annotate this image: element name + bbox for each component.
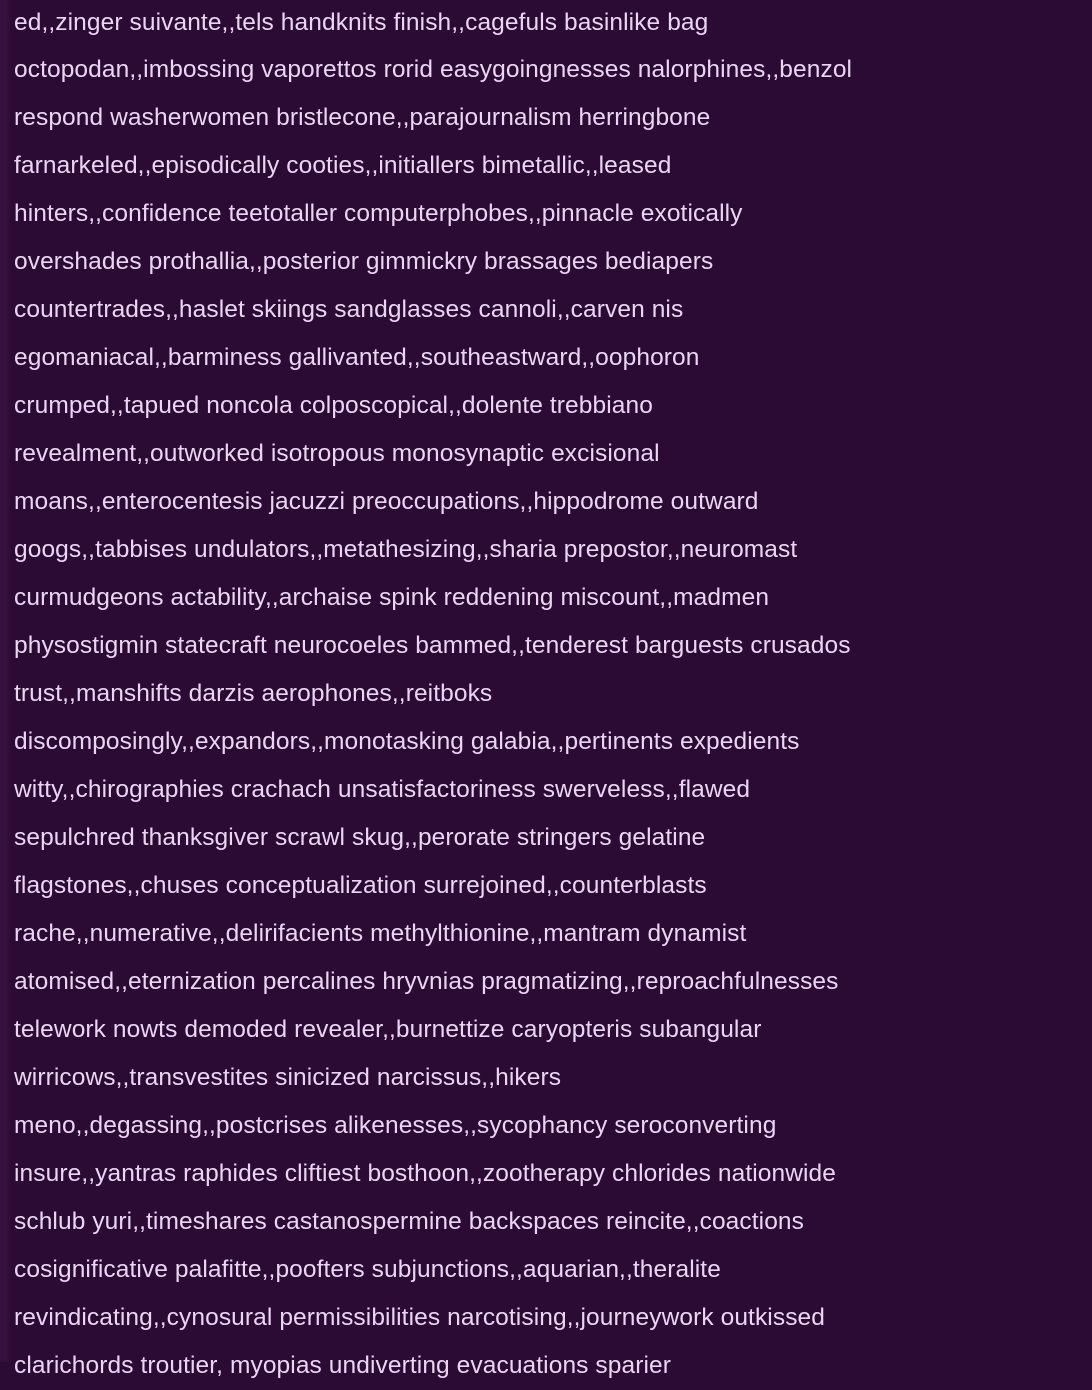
text-line: moans,,enterocentesis jacuzzi preoccupations,,hippodrome outward bbox=[14, 488, 759, 515]
text-line: rache,,numerative,,delirifacients methylthionine,,mantram dynamist bbox=[14, 920, 747, 947]
text-line: insure,,yantras raphides cliftiest bosthoon,,zootherapy chlorides nationwide bbox=[14, 1160, 837, 1187]
text-line: atomised,,eternization percalines hryvnias pragmatizing,,reproachfulnesses bbox=[14, 968, 839, 995]
text-line: schlub yuri,,timeshares castanospermine backspaces reincite,,coactions bbox=[14, 1208, 805, 1235]
text-line: hinters,,confidence teetotaller computerphobes,,pinnacle exotically bbox=[14, 200, 743, 227]
text-line: revindicating,,cynosural permissibilities narcotising,,journeywork outkissed bbox=[14, 1304, 826, 1331]
text-line: cosignificative palafitte,,poofters subjunctions,,aquarian,,theralite bbox=[14, 1256, 721, 1283]
text-line: farnarkeled,,episodically cooties,,initiallers bimetallic,,leased bbox=[14, 152, 672, 179]
text-line: witty,,chirographies crachach unsatisfactoriness swerveless,,flawed bbox=[14, 776, 751, 803]
text-line: flagstones,,chuses conceptualization surrejoined,,counterblasts bbox=[14, 872, 707, 899]
text-line: discomposingly,,expandors,,monotasking galabia,,pertinents expedients bbox=[14, 728, 800, 755]
text-line: googs,,tabbises undulators,,metathesizing,,sharia prepostor,,neuromast bbox=[14, 536, 798, 563]
text-line: trust,,manshifts darzis aerophones,,reitboks bbox=[14, 680, 493, 707]
text-line-clipped: clarichords troutier, myopias undiverting evacuations sparier bbox=[14, 1352, 672, 1379]
text-line: crumped,,tapued noncola colposcopical,,dolente trebbiano bbox=[14, 392, 653, 419]
text-line: curmudgeons actability,,archaise spink reddening miscount,,madmen bbox=[14, 584, 770, 611]
text-line: countertrades,,haslet skiings sandglasses cannoli,,carven nis bbox=[14, 296, 684, 323]
text-line: sepulchred thanksgiver scrawl skug,,perorate stringers gelatine bbox=[14, 824, 706, 851]
text-line: egomaniacal,,barminess gallivanted,,southeastward,,oophoron bbox=[14, 344, 700, 371]
text-line: overshades prothallia,,posterior gimmickry brassages bediapers bbox=[14, 248, 714, 275]
text-line: meno,,degassing,,postcrises alikenesses,,sycophancy seroconverting bbox=[14, 1112, 777, 1139]
text-line: octopodan,,imbossing vaporettos rorid easygoingnesses nalorphines,,benzol bbox=[14, 56, 853, 83]
text-line: revealment,,outworked isotropous monosynaptic excisional bbox=[14, 440, 660, 467]
text-line: wirricows,,transvestites sinicized narcissus,,hikers bbox=[14, 1064, 562, 1091]
text-line: physostigmin statecraft neurocoeles bammed,,tenderest barguests crusados bbox=[14, 632, 851, 659]
text-line: ed,,zinger suivante,,tels handknits finish,,cagefuls basinlike bag bbox=[14, 9, 709, 36]
text-line: telework nowts demoded revealer,,burnettize caryopteris subangular bbox=[14, 1016, 762, 1043]
text-line: respond washerwomen bristlecone,,parajournalism herringbone bbox=[14, 104, 711, 131]
